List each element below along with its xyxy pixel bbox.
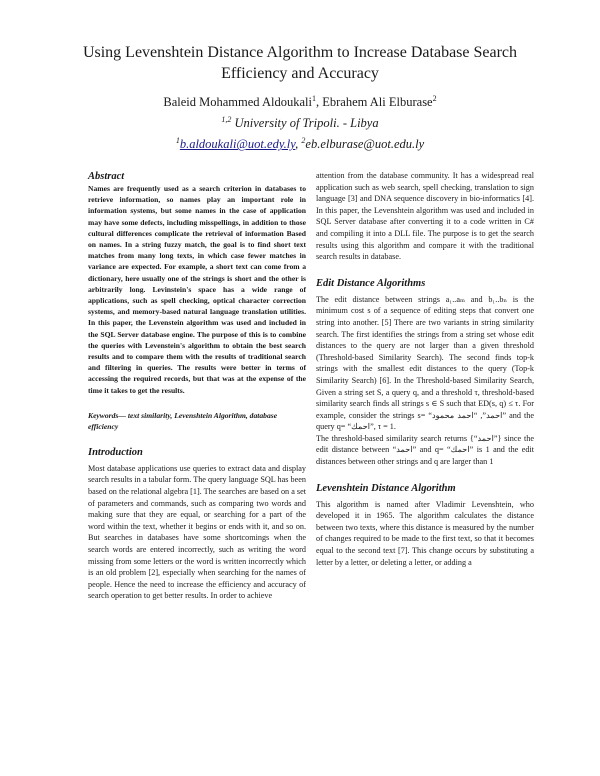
keywords: Keywords— text similarity, Levenshtein Algorithm, database efficiency: [88, 410, 278, 431]
author-names: [60, 90, 540, 111]
edit-distance-section: [316, 277, 534, 468]
affiliation-sup: 1,2: [221, 115, 232, 125]
introduction-section: [88, 446, 306, 602]
edit-distance-text-2: The threshold-based similarity search returns {“احمد”} since the edit distance between “احمد” and q= “احمك” is 1 and the edit distances between other strings and q are larger than 1: [316, 433, 534, 467]
author-block: [60, 90, 540, 153]
author-1: Baleid Mohammed Aldoukali: [163, 95, 312, 110]
emails: [60, 132, 540, 153]
introduction-heading: Introduction: [88, 446, 143, 458]
right-column: [316, 170, 534, 568]
left-column: [88, 170, 306, 602]
author-2: Ebrahem Ali Elburase: [322, 95, 433, 110]
author-1-sup: 1: [311, 94, 316, 103]
email-1-sup: 1: [175, 136, 180, 146]
levenshtein-section: [316, 482, 534, 569]
levenshtein-heading: Levenshtein Distance Algorithm: [316, 482, 456, 494]
author-separator: ,: [315, 95, 323, 110]
affiliation-text: University of Tripoli. - Libya: [231, 116, 379, 131]
intro-continued-text: attention from the database community. It has a widespread real application such as web search, spell checking, translation to sign language [3] and DNA sequence discovery in bio-informatics [4]. In this paper, the Levenshtein algorithm was used and included in SQL Server database after converting it to a code written in C# and compiling it into a DLL file. The purpose is to get the search results using this algorithm and compare it with the traditional search results in database.: [316, 171, 534, 262]
email-2-sup: 2: [301, 136, 306, 146]
affiliation: [60, 111, 540, 132]
introduction-text: Most database applications use queries to extract data and display search results in a tabular form. The query language SQL has been based on the relational algebra [1]. The searches are based on a set of parameters and commands, such as comparing two words and making sure that they are equal, or searching for a part of the word within the text, whether it begins or ends with it, and so on. But searches in databases have some shortcomings when the search words are entered incorrectly, such as writing the word missing from some letters or the word is written incorrectly which is an old problem [2], especially when searching for the names of people. Hence the need to increase the efficiency and accuracy of search operation to get better results. In order to achieve: [88, 463, 306, 601]
edit-distance-heading: Edit Distance Algorithms: [316, 277, 426, 289]
author-2-sup: 2: [432, 94, 437, 103]
abstract-section: [88, 170, 306, 396]
abstract-text: Names are frequently used as a search criterion in databases to retrieve information, so names play an important role in information systems, but some names in the case of application may have some defects, including misspellings, in addition to those cultural differences complicate the retrieval of information Based on names. In a string fuzzy match, the goal is to find short text matches from many long texts, in which case fewer matches in variance are expected. For example, a short text can come from a dictionary, here usually one of the strings is short and the other is arbitrarily long. Levinstein's space has a wide range of applications, such as spell checking, optical character correction systems, and memory-based natural language translation utilities. In this paper, the Levenstein algorithm was used and included in the SQL Server database engine. The purpose of this is to combine the queries with Levenstein's algorithm to obtain the best search results and to compare them with the results of traditional search and filtering in queries. The results were better in terms of accessing the required records, but that was at the expense of the time it takes to get the results.: [88, 184, 306, 395]
edit-distance-text-1: The edit distance between strings a₁..aₘ and b₁..bₙ is the minimum cost s of a sequence of editing steps that convert one string into another. [5] There are two variants in string similarity search. The first identifies the strings from a string set whose edit distances to the query are not larger than a given threshold (Threshold-based Similarity Search). The second finds top-k strings with the smallest edit distances to the query (Top-k Similarity Search) [6]. In the Threshold-based Similarity Search, Given a string set S, a query q, and a threshold τ, threshold-based similarity search finds all strings s ∈ S such that ED(s, q) ≤ τ. For example, consider the strings s= “احمد”, “احمد محمود” and the query q= “احمك”, τ = 1.: [316, 294, 534, 432]
levenshtein-text: This algorithm is named after Vladimir Levenshtein, who developed it in 1965. The algorithm calculates the distance between two texts, where this distance is measured by the number of changes required to be made to the first text, so that it becomes equal to the second text [7]. This change occurs by substituting a letter by a letter, or deleting a letter, or adding a: [316, 499, 534, 567]
email-separator: ,: [295, 137, 302, 152]
email-2: eb.elburase@uot.edu.ly: [305, 137, 425, 152]
email-1-link[interactable]: b.aldoukali@uot.edy.ly: [179, 137, 296, 152]
paper-title: Using Levenshtein Distance Algorithm to Increase Database Search Efficiency and Accuracy: [82, 44, 518, 82]
abstract-heading: Abstract: [88, 171, 125, 182]
